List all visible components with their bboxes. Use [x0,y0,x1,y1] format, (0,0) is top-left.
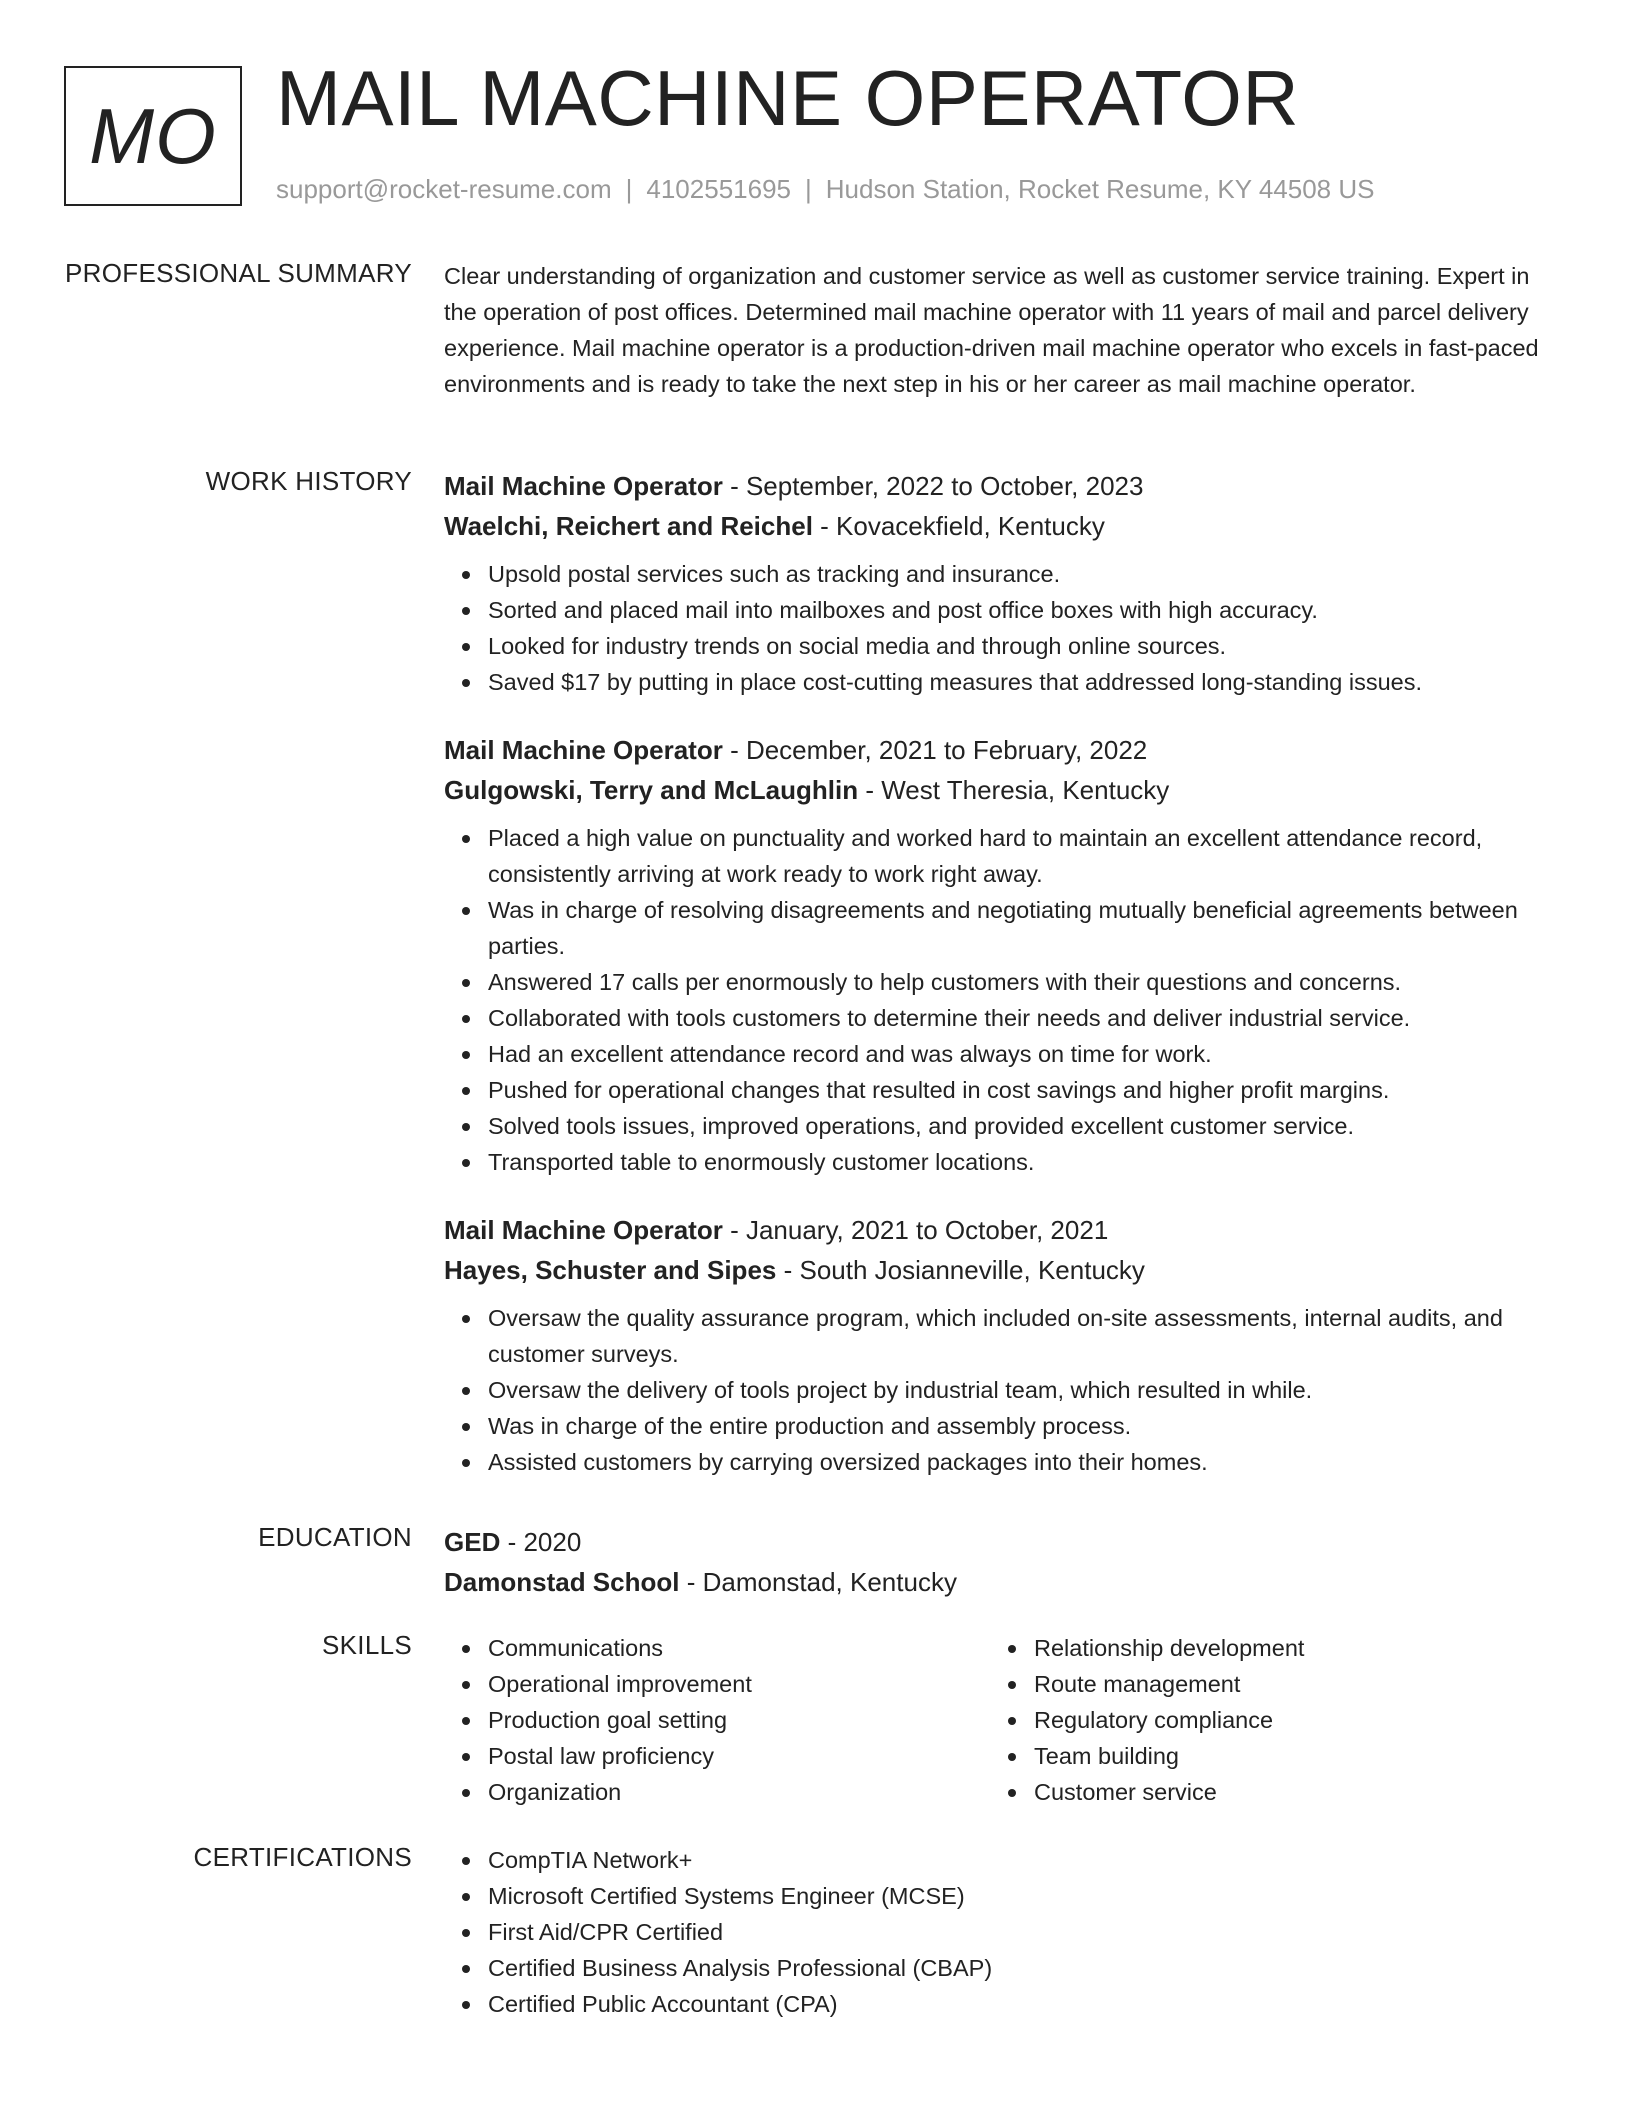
school-location: - Damonstad, Kentucky [679,1567,957,1597]
job-bullet: Looked for industry trends on social media and through online sources. [488,628,1556,664]
job-bullet: Oversaw the quality assurance program, which included on-site assessments, internal audits, and customer surveys. [488,1300,1556,1372]
contact-email: support@rocket-resume.com [276,174,612,204]
contact-line [276,174,1374,205]
job-bullet: Saved $17 by putting in place cost-cutting measures that addressed long-standing issues. [488,664,1556,700]
job-company-line [444,506,1556,546]
job-bullet: Transported table to enormously customer locations. [488,1144,1556,1180]
job-bullet: Upsold postal services such as tracking and insurance. [488,556,1556,592]
skill-item: Production goal setting [488,1702,990,1738]
summary-heading: PROFESSIONAL SUMMARY [65,258,412,288]
skill-item: Relationship development [1034,1630,1536,1666]
certification-item: Certified Public Accountant (CPA) [488,1986,1556,2022]
skill-item: Route management [1034,1666,1536,1702]
work-history-body [444,466,1556,1510]
job-bullet: Oversaw the delivery of tools project by industrial team, which resulted in while. [488,1372,1556,1408]
skill-item: Team building [1034,1738,1536,1774]
job-bullet: Was in charge of the entire production and assembly process. [488,1408,1556,1444]
job-company-line [444,1250,1556,1290]
job-bullet-list [444,1300,1556,1480]
education-heading: EDUCATION [258,1522,412,1552]
certification-item: Certified Business Analysis Professional (CBAP) [488,1950,1556,1986]
certification-item: Microsoft Certified Systems Engineer (MCSE) [488,1878,1556,1914]
job-title-line [444,1210,1556,1250]
job-title: Mail Machine Operator [444,1215,723,1245]
skill-item: Operational improvement [488,1666,990,1702]
job-entry [444,730,1556,1180]
education-body [444,1522,1556,1602]
candidate-name: MAIL MACHINE OPERATOR [276,54,1300,142]
contact-address: Hudson Station, Rocket Resume, KY 44508 US [825,174,1375,204]
job-location: - West Theresia, Kentucky [858,775,1170,805]
certification-item: First Aid/CPR Certified [488,1914,1556,1950]
skills-list-right [990,1630,1536,1810]
skills-heading: SKILLS [322,1630,412,1660]
skills-column-right [990,1630,1536,1810]
contact-separator: | [805,174,812,204]
skill-item: Organization [488,1774,990,1810]
skills-body [444,1630,1556,1810]
job-company-line [444,770,1556,810]
skills-list-left [444,1630,990,1810]
school-line [444,1562,1556,1602]
job-dates: - December, 2021 to February, 2022 [722,735,1148,765]
job-company: Waelchi, Reichert and Reichel [444,511,813,541]
monogram-box [64,66,242,206]
job-title: Mail Machine Operator [444,735,723,765]
job-company: Gulgowski, Terry and McLaughlin [444,775,859,805]
job-title-line [444,730,1556,770]
job-bullet: Answered 17 calls per enormously to help customers with their questions and concerns. [488,964,1556,1000]
school-name: Damonstad School [444,1567,680,1597]
job-location: - Kovacekfield, Kentucky [812,511,1105,541]
job-bullet: Pushed for operational changes that resulted in cost savings and higher profit margins. [488,1072,1556,1108]
skill-item: Postal law proficiency [488,1738,990,1774]
job-bullet: Solved tools issues, improved operations, and provided excellent customer service. [488,1108,1556,1144]
job-location: - South Josianneville, Kentucky [776,1255,1145,1285]
certifications-heading: CERTIFICATIONS [193,1842,412,1872]
degree: GED [444,1527,501,1557]
certification-item: CompTIA Network+ [488,1842,1556,1878]
summary-body [444,258,1556,402]
contact-separator: | [625,174,633,204]
job-bullet-list [444,556,1556,700]
degree-year: - 2020 [500,1527,582,1557]
skill-item: Communications [488,1630,990,1666]
job-bullet: Assisted customers by carrying oversized packages into their homes. [488,1444,1556,1480]
skills-column-left [444,1630,990,1810]
monogram-initials: MO [89,91,217,180]
job-entry [444,1210,1556,1480]
skill-item: Customer service [1034,1774,1536,1810]
summary-text: Clear understanding of organization and customer service as well as customer service training. Expert in the operation of post offices. Determined mail machine operator with 11 years of mail and parcel delivery experience. Mail machine operator is a production-driven mail machine operator who excels in fast-paced environments and is ready to take the next step in his or her career as mail machine operator. [444,263,1539,397]
job-bullet: Had an excellent attendance record and was always on time for work. [488,1036,1556,1072]
degree-line [444,1522,1556,1562]
contact-phone: 4102551695 [646,174,791,204]
job-dates: - January, 2021 to October, 2021 [722,1215,1109,1245]
job-bullet-list [444,820,1556,1180]
job-company: Hayes, Schuster and Sipes [444,1255,777,1285]
job-title: Mail Machine Operator [444,471,723,501]
job-bullet: Collaborated with tools customers to determine their needs and deliver industrial service. [488,1000,1556,1036]
job-bullet: Sorted and placed mail into mailboxes and post office boxes with high accuracy. [488,592,1556,628]
job-title-line [444,466,1556,506]
job-dates: - September, 2022 to October, 2023 [722,471,1144,501]
skills-columns [444,1630,1556,1810]
job-entry [444,466,1556,700]
job-bullet: Placed a high value on punctuality and worked hard to maintain an excellent attendance record, consistently arriving at work ready to work right away. [488,820,1556,892]
skill-item: Regulatory compliance [1034,1702,1536,1738]
certifications-body [444,1842,1556,2022]
certifications-list [444,1842,1556,2022]
job-bullet: Was in charge of resolving disagreements and negotiating mutually beneficial agreements between parties. [488,892,1556,964]
work-history-heading: WORK HISTORY [205,466,412,496]
